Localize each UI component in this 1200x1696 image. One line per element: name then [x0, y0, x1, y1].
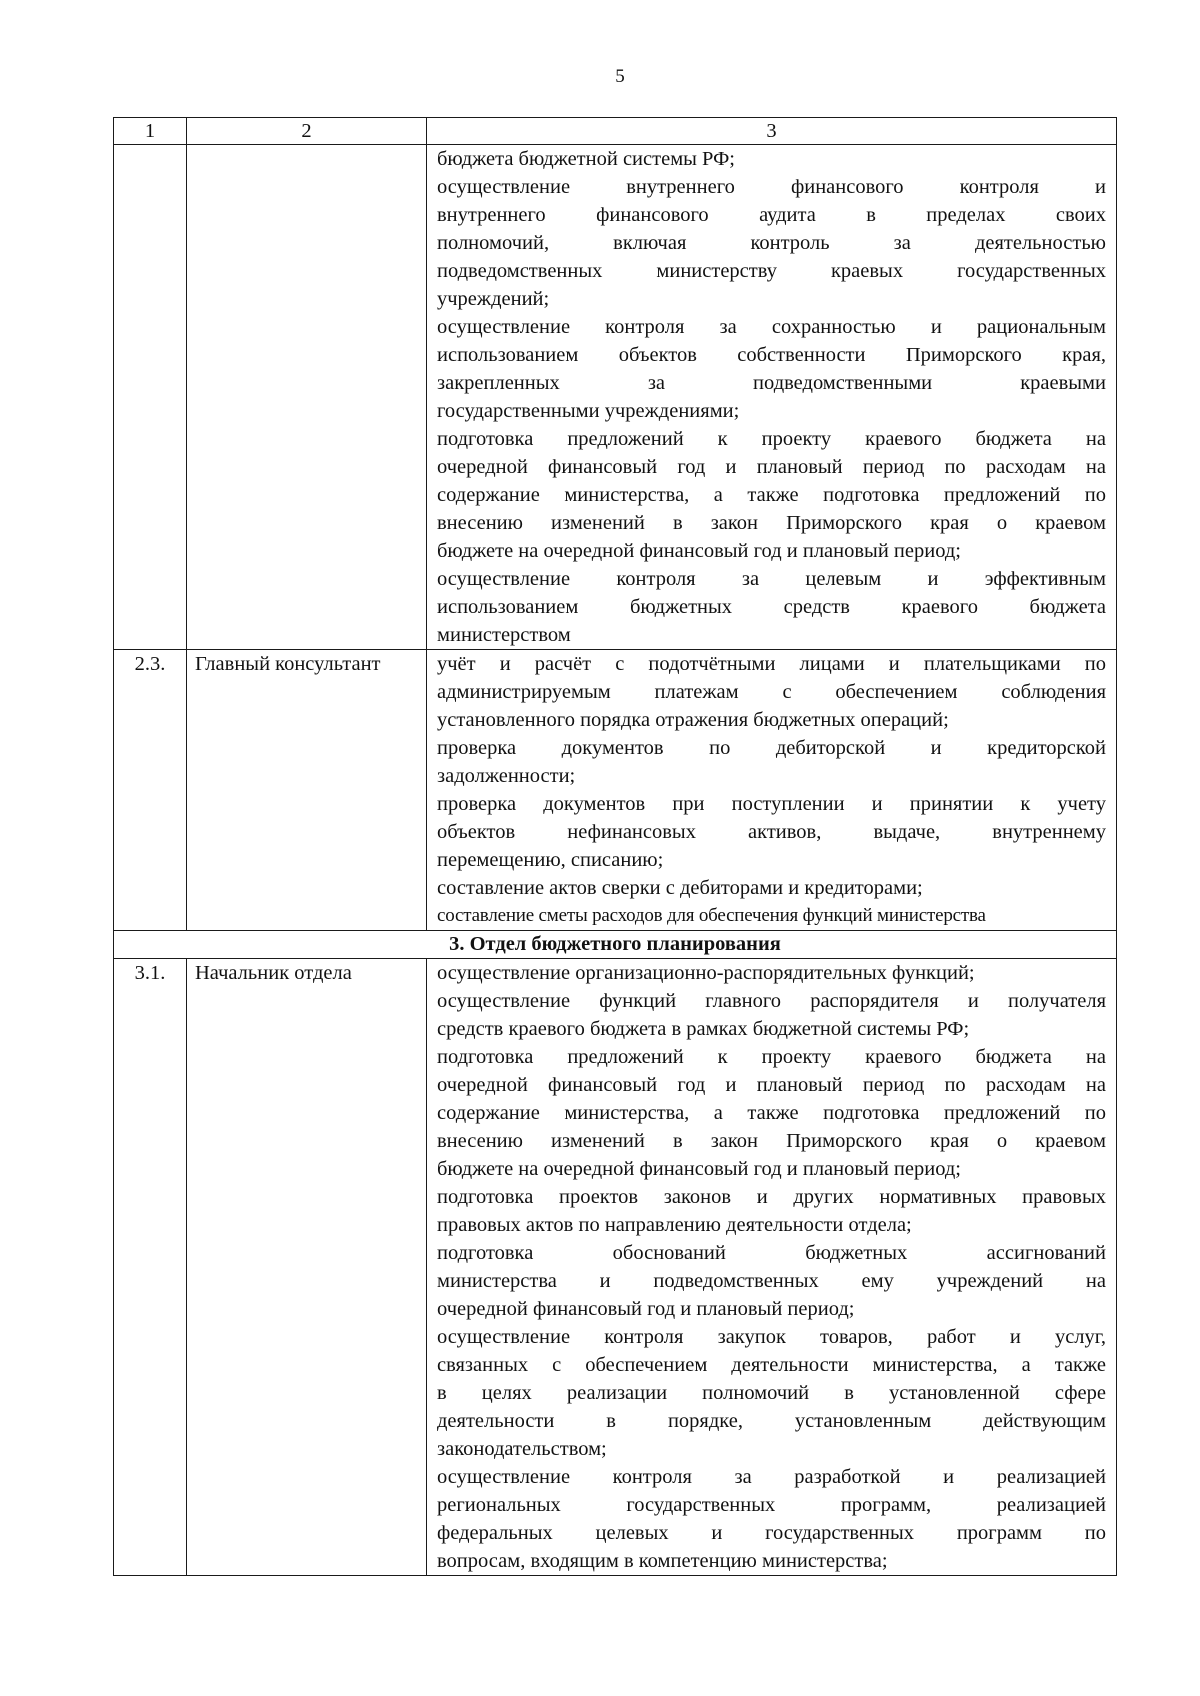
- duty-line: в целях реализации полномочий в установленной сфере: [437, 1382, 1106, 1404]
- duty-line: проверка документов при поступлении и принятии к учету: [437, 793, 1106, 815]
- table-row: [114, 145, 1117, 650]
- row-number: 3.1.: [114, 959, 187, 1576]
- duty-line: содержание министерства, а также подготовка предложений по: [437, 1102, 1106, 1124]
- column-header-2: 2: [187, 118, 427, 145]
- duty-line: очередной финансовый год и плановый период;: [437, 1298, 855, 1320]
- duty-line: федеральных целевых и государственных программ по: [437, 1522, 1106, 1544]
- position-name: Главный консультант: [187, 650, 427, 931]
- duty-line: использованием объектов собственности Приморского края,: [437, 344, 1106, 366]
- duty-line: подготовка проектов законов и других нормативных правовых: [437, 1186, 1106, 1208]
- duty-line: подготовка предложений к проекту краевого бюджета на: [437, 1046, 1106, 1068]
- duty-line: подведомственных министерству краевых государственных: [437, 260, 1106, 282]
- duty-line: учреждений;: [437, 288, 550, 310]
- duty-line: министерства и подведомственных ему учреждений на: [437, 1270, 1106, 1292]
- duty-line: осуществление контроля закупок товаров, работ и услуг,: [437, 1326, 1106, 1348]
- duty-line: внесению изменений в закон Приморского края о краевом: [437, 512, 1106, 534]
- duties-cell: [427, 959, 1117, 1576]
- duty-line: использованием бюджетных средств краевого бюджета: [437, 596, 1106, 618]
- duty-line: осуществление контроля за сохранностью и рациональным: [437, 316, 1106, 338]
- duty-line: содержание министерства, а также подготовка предложений по: [437, 484, 1106, 506]
- duty-line: учёт и расчёт с подотчётными лицами и плательщиками по: [437, 653, 1106, 675]
- section-header-row: [114, 931, 1117, 959]
- column-header-1: 1: [114, 118, 187, 145]
- duty-line: внутреннего финансового аудита в пределах своих: [437, 204, 1106, 226]
- table-header-row: [114, 118, 1117, 145]
- position-name: [187, 145, 427, 650]
- duty-line: бюджете на очередной финансовый год и плановый период;: [437, 540, 962, 562]
- duty-line: внесению изменений в закон Приморского края о краевом: [437, 1130, 1106, 1152]
- duty-line: составление сметы расходов для обеспечения функций министерства: [437, 905, 986, 926]
- duty-line: администрируемым платежам с обеспечением соблюдения: [437, 681, 1106, 703]
- duty-line: министерством: [437, 624, 571, 646]
- duty-line: вопросам, входящим в компетенцию министерства;: [437, 1550, 888, 1572]
- duty-line: осуществление контроля за целевым и эффективным: [437, 568, 1106, 590]
- column-header-3: 3: [427, 118, 1117, 145]
- duty-line: региональных государственных программ, реализацией: [437, 1494, 1106, 1516]
- duty-line: подготовка обоснований бюджетных ассигнований: [437, 1242, 1106, 1264]
- duty-line: подготовка предложений к проекту краевого бюджета на: [437, 428, 1106, 450]
- duty-line: бюджете на очередной финансовый год и плановый период;: [437, 1158, 962, 1180]
- duty-line: средств краевого бюджета в рамках бюджетной системы РФ;: [437, 1018, 970, 1040]
- duty-line: установленного порядка отражения бюджетных операций;: [437, 709, 949, 731]
- duty-line: объектов нефинансовых активов, выдаче, внутреннему: [437, 821, 1106, 843]
- duty-line: перемещению, списанию;: [437, 849, 664, 871]
- duty-line: задолженности;: [437, 765, 576, 787]
- section-title: 3. Отдел бюджетного планирования: [114, 931, 1117, 959]
- duty-line: полномочий, включая контроль за деятельностью: [437, 232, 1106, 254]
- duties-table: [113, 117, 1117, 1576]
- duty-line: связанных с обеспечением деятельности министерства, а также: [437, 1354, 1106, 1376]
- position-name: Начальник отдела: [187, 959, 427, 1576]
- page-number: 5: [615, 66, 625, 87]
- duty-line: очередной финансовый год и плановый период по расходам на: [437, 1074, 1106, 1096]
- duty-line: осуществление контроля за разработкой и реализацией: [437, 1466, 1106, 1488]
- duty-line: составление актов сверки с дебиторами и кредиторами;: [437, 877, 923, 899]
- duty-line: государственными учреждениями;: [437, 400, 740, 422]
- duty-line: правовых актов по направлению деятельности отдела;: [437, 1214, 912, 1236]
- duty-line: закрепленных за подведомственными краевыми: [437, 372, 1106, 394]
- row-number: [114, 145, 187, 650]
- duty-line: проверка документов по дебиторской и кредиторской: [437, 737, 1106, 759]
- row-number: 2.3.: [114, 650, 187, 931]
- duty-line: осуществление внутреннего финансового контроля и: [437, 176, 1106, 198]
- duty-line: бюджета бюджетной системы РФ;: [437, 148, 736, 170]
- duty-line: осуществление организационно-распорядительных функций;: [437, 962, 975, 984]
- duty-line: очередной финансовый год и плановый период по расходам на: [437, 456, 1106, 478]
- table-row: [114, 650, 1117, 931]
- duties-cell: [427, 145, 1117, 650]
- duties-cell: [427, 650, 1117, 931]
- duty-line: осуществление функций главного распорядителя и получателя: [437, 990, 1106, 1012]
- table-row: [114, 959, 1117, 1576]
- duty-line: деятельности в порядке, установленным действующим: [437, 1410, 1106, 1432]
- duty-line: законодательством;: [437, 1438, 607, 1460]
